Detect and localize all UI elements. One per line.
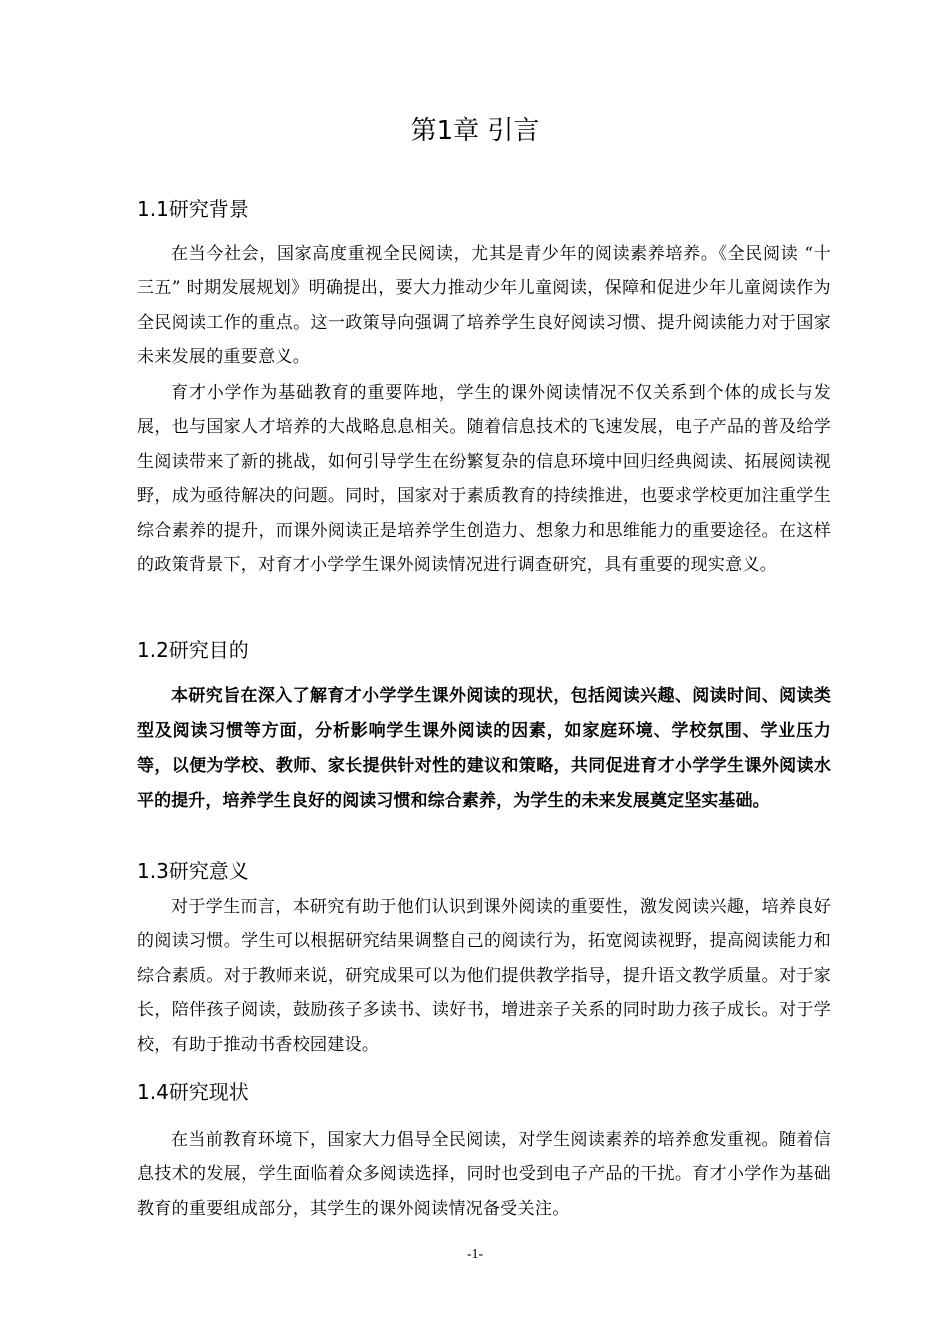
paragraph-significance: 对于学生而言，本研究有助于他们认识到课外阅读的重要性，激发阅读兴趣，培养良好的阅读习惯。学生可以根据研究结果调整自己的阅读行为，拓宽阅读视野，提高阅读能力和综合素质。对于教师来说，研究成果可以为他们提供教学指导，提升语文教学质量。对于家长，陪伴孩子阅读，鼓励孩子多读书、读好书，增进亲子关系的同时助力孩子成长。对于学校，有助于推动书香校园建设。 <box>137 897 831 1055</box>
paragraph-background-1: 在当今社会，国家高度重视全民阅读，尤其是青少年的阅读素养培养。《全民阅读 “十三五” 时期发展规划》明确提出，要大力推动少年儿童阅读，保障和促进少年儿童阅读作为全民阅读工作的重点。这一政策导向强调了培养学生良好阅读习惯、提升阅读能力对于国家未来发展的重要意义。 <box>137 244 831 368</box>
section-heading-background: 1.1研究背景 <box>137 197 249 221</box>
chapter-title: 第1章 引言 <box>410 116 540 146</box>
section-heading-purpose: 1.2研究目的 <box>137 638 249 662</box>
paragraph-status: 在当前教育环境下，国家大力倡导全民阅读，对学生阅读素养的培养愈发重视。随着信息技术的发展，学生面临着众多阅读选择，同时也受到电子产品的干扰。育才小学作为基础教育的重要组成部分，其学生的课外阅读情况备受关注。 <box>137 1130 831 1219</box>
paragraph-purpose: 本研究旨在深入了解育才小学学生课外阅读的现状，包括阅读兴趣、阅读时间、阅读类型及阅读习惯等方面，分析影响学生课外阅读的因素，如家庭环境、学校氛围、学业压力等，以便为学校、教师、家长提供针对性的建议和策略，共同促进育才小学学生课外阅读水平的提升，培养学生良好的阅读习惯和综合素养，为学生的未来发展奠定坚实基础。 <box>137 686 831 811</box>
section-heading-significance: 1.3研究意义 <box>137 859 249 883</box>
page-number: -1- <box>466 1247 484 1262</box>
paragraph-background-2: 育才小学作为基础教育的重要阵地，学生的课外阅读情况不仅关系到个体的成长与发展，也与国家人才培养的大战略息息相关。随着信息技术的飞速发展，电子产品的普及给学生阅读带来了新的挑战，如何引导学生在纷繁复杂的信息环境中回归经典阅读、拓展阅读视野，成为亟待解决的问题。同时，国家对于素质教育的持续推进，也要求学校更加注重学生综合素养的提升，而课外阅读正是培养学生创造力、想象力和思维能力的重要途径。在这样的政策背景下，对育才小学学生课外阅读情况进行调查研究，具有重要的现实意义。 <box>137 383 831 576</box>
section-heading-status: 1.4研究现状 <box>137 1080 249 1104</box>
